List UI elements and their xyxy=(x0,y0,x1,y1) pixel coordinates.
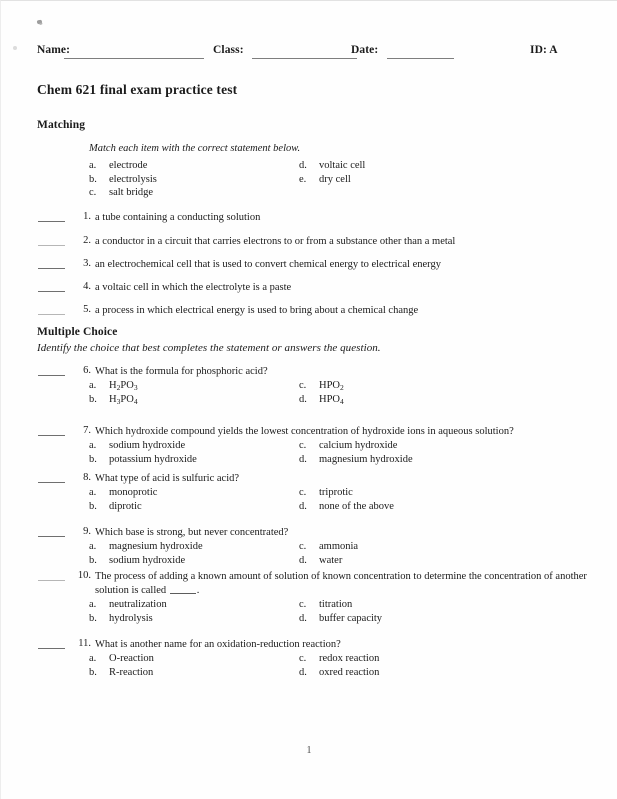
option-letter: d. xyxy=(299,612,307,624)
question-stem: Which hydroxide compound yields the lowest concentration of hydroxide ions in aqueous solution? xyxy=(95,426,514,437)
question-number: 11. xyxy=(78,638,91,649)
option-letter: b. xyxy=(89,666,97,678)
option-letter: a. xyxy=(89,487,97,498)
option-text: monoprotic xyxy=(109,487,158,498)
item-number: 3. xyxy=(83,258,91,269)
option-letter: c. xyxy=(299,487,307,498)
question-number: 8. xyxy=(83,472,91,483)
answer-blank[interactable] xyxy=(38,580,65,581)
item-number: 1. xyxy=(83,211,91,222)
option-text: neutralization xyxy=(109,599,167,610)
multiple-choice-section-heading: Multiple Choice xyxy=(37,326,118,338)
option-text: hydrolysis xyxy=(109,612,153,624)
option-text: ammonia xyxy=(319,541,359,552)
option-text: salt bridge xyxy=(109,187,154,198)
answer-blank[interactable] xyxy=(38,268,65,269)
answer-blank[interactable] xyxy=(38,482,65,483)
option-letter: d. xyxy=(299,453,307,465)
option-letter: e. xyxy=(299,173,307,185)
question-stem: What is another name for an oxidation-reduction reaction? xyxy=(95,639,341,650)
option-letter: c. xyxy=(299,599,307,610)
option-letter: c. xyxy=(299,380,307,391)
option-text: diprotic xyxy=(109,500,142,512)
option-text: $HPO_4$ xyxy=(319,393,344,406)
option-text: calcium hydroxide xyxy=(319,440,398,451)
option-text: potassium hydroxide xyxy=(109,453,197,465)
matching-instructions: Match each item with the correct statement below. xyxy=(89,143,301,154)
item-number: 4. xyxy=(83,281,91,292)
option-text: $HPO_2$ xyxy=(319,380,344,393)
question-stem: What is the formula for phosphoric acid? xyxy=(95,366,268,377)
date-label: Date: xyxy=(351,44,379,56)
option-letter: b. xyxy=(89,453,97,465)
answer-blank[interactable] xyxy=(38,648,65,649)
inline-blank[interactable] xyxy=(170,593,196,594)
question-number: 7. xyxy=(83,425,91,436)
question-number: 9. xyxy=(83,526,91,537)
option-letter: c. xyxy=(299,440,307,451)
option-letter: d. xyxy=(299,666,307,678)
option-letter: a. xyxy=(89,653,97,664)
answer-blank[interactable] xyxy=(38,435,65,436)
scan-speckle-artifact xyxy=(37,20,43,25)
option-text: water xyxy=(319,554,343,566)
option-text: sodium hydroxide xyxy=(109,440,186,451)
option-text: buffer capacity xyxy=(319,612,383,624)
item-text: a tube containing a conducting solution xyxy=(95,212,261,223)
option-letter: b. xyxy=(89,612,97,624)
answer-blank[interactable] xyxy=(38,536,65,537)
item-number: 5. xyxy=(83,304,91,315)
name-label: Name: xyxy=(37,44,71,56)
question-stem: What type of acid is sulfuric acid? xyxy=(95,473,240,484)
option-letter: d. xyxy=(299,160,307,171)
answer-blank[interactable] xyxy=(38,245,65,246)
date-field-rule[interactable] xyxy=(387,58,454,59)
option-letter: a. xyxy=(89,440,97,451)
class-label: Class: xyxy=(213,44,244,56)
option-letter: a. xyxy=(89,380,97,391)
option-text: magnesium hydroxide xyxy=(109,541,203,552)
option-text: dry cell xyxy=(319,173,351,185)
option-text: magnesium hydroxide xyxy=(319,453,413,465)
multiple-choice-instructions: Identify the choice that best completes the statement or answers the question. xyxy=(37,342,381,354)
option-letter: c. xyxy=(89,187,97,198)
option-text: oxred reaction xyxy=(319,666,380,678)
option-letter: a. xyxy=(89,160,97,171)
option-text: none of the above xyxy=(319,500,394,512)
option-letter: c. xyxy=(299,541,307,552)
question-number: 6. xyxy=(83,365,91,376)
option-text: O-reaction xyxy=(109,653,154,664)
option-text: electrode xyxy=(109,160,148,171)
option-text: R-reaction xyxy=(109,666,154,678)
option-text: $H_2PO_3$ xyxy=(109,380,138,393)
option-text: $H_3PO_4$ xyxy=(109,393,138,406)
option-letter: d. xyxy=(299,393,307,405)
question-stem: Which base is strong, but never concentrated? xyxy=(95,527,289,538)
option-text: electrolysis xyxy=(109,173,157,185)
item-text: an electrochemical cell that is used to convert chemical energy to electrical energy xyxy=(95,259,441,270)
student-info-header xyxy=(37,42,582,62)
option-letter: d. xyxy=(299,500,307,512)
option-letter: b. xyxy=(89,554,97,566)
scan-edge-artifact xyxy=(13,46,17,50)
option-letter: b. xyxy=(89,393,97,405)
question-number: 10. xyxy=(77,570,91,581)
answer-blank[interactable] xyxy=(38,375,65,376)
option-letter: c. xyxy=(299,653,307,664)
exam-id-label: ID: A xyxy=(530,44,558,56)
option-text: titration xyxy=(319,599,353,610)
option-letter: b. xyxy=(89,173,97,185)
option-letter: d. xyxy=(299,554,307,566)
option-letter: b. xyxy=(89,500,97,512)
option-text: sodium hydroxide xyxy=(109,554,186,566)
answer-blank[interactable] xyxy=(38,291,65,292)
page-number: 1 xyxy=(306,745,312,756)
answer-blank[interactable] xyxy=(38,314,65,315)
page-title: Chem 621 final exam practice test xyxy=(37,82,238,97)
option-letter: a. xyxy=(89,599,97,610)
question-stem: The process of adding a known amount of solution of known concentration to determine the concentration of another solution is called . xyxy=(95,571,587,596)
class-field-rule[interactable] xyxy=(252,58,357,59)
option-text: redox reaction xyxy=(319,653,380,664)
option-text: triprotic xyxy=(319,487,353,498)
option-letter: a. xyxy=(89,541,97,552)
item-text: a process in which electrical energy is used to bring about a chemical change xyxy=(95,305,419,316)
option-text: voltaic cell xyxy=(319,160,366,171)
name-field-rule[interactable] xyxy=(64,58,204,59)
item-text: a conductor in a circuit that carries electrons to or from a substance other than a metal xyxy=(95,236,456,247)
item-number: 2. xyxy=(83,235,91,246)
item-text: a voltaic cell in which the electrolyte is a paste xyxy=(95,282,292,293)
matching-section-heading: Matching xyxy=(37,119,86,131)
answer-blank[interactable] xyxy=(38,221,65,222)
